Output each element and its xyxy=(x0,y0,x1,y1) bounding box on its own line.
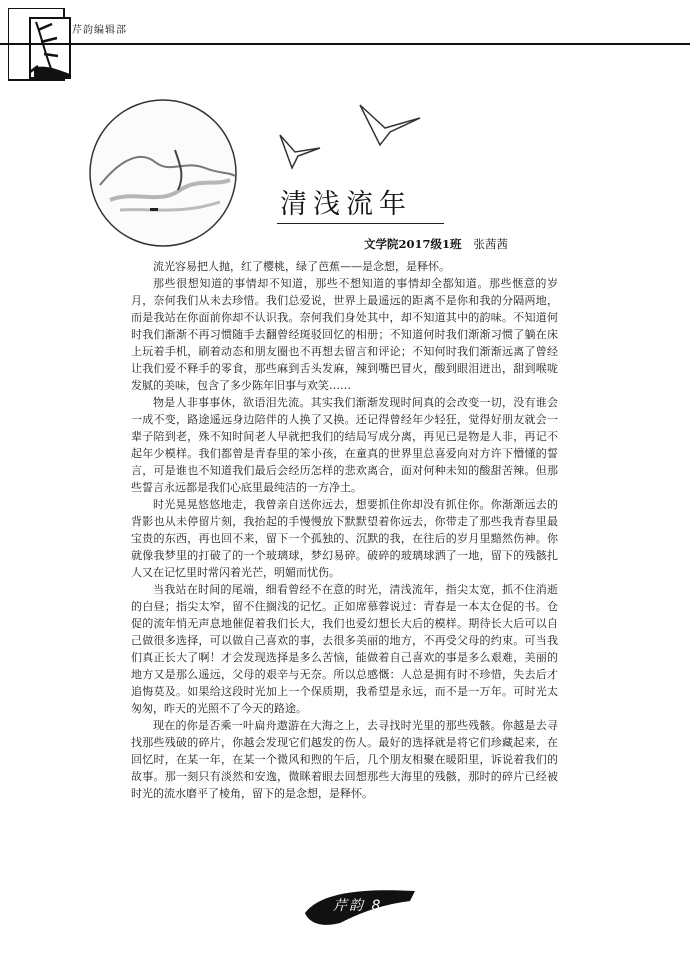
bird-icon xyxy=(280,105,420,168)
ink-landscape-illustration xyxy=(80,90,680,260)
byline-affiliation: 文学院2017级1班 xyxy=(364,237,462,251)
article-title: 清浅流年 xyxy=(280,189,412,220)
article-body xyxy=(131,258,558,802)
byline-author: 张茜茜 xyxy=(473,237,509,251)
magazine-name: 芹韵编辑部 xyxy=(72,25,127,36)
byline xyxy=(364,236,508,252)
title-underline xyxy=(277,223,444,224)
bamboo-logo-icon xyxy=(8,8,78,82)
page-number: 芹韵 8 xyxy=(333,898,383,914)
paragraph: 物是人非事事休，欲语泪先流。其实我们渐渐发现时间真的会改变一切，没有谁会一成不变，路途遥远身边陪伴的人换了又换。还记得曾经年少轻狂，觉得好朋友就会一辈子陪到老，殊不知时间老人早就把我们的结局写成分离，再见已是物是人非，再记不起年少模样。我们都曾是青春里的笨小孩，在童真的世界里总喜爱向对方许下懵懂的誓言，可是谁也不知道我们最后会经历怎样的悲欢离合，面对何种未知的酸甜苦辣。但那些誓言永远都是我们心底里最纯洁的一方净土。 xyxy=(131,396,558,494)
paragraph: 现在的你是否乘一叶扁舟遨游在大海之上，去寻找时光里的那些残骸。你越是去寻找那些残破的碎片，你越会发现它们越发的伤人。最好的选择就是将它们珍藏起来，在回忆时，在某一年，在某一个微风和煦的午后，几个朋友相聚在暖阳里，诉说着我们的故事。那一刻只有淡然和安逸，微眯着眼去回想那些大海里的残骸，那时的碎片已经被时光的流水磨平了棱角，留下的是念想，是释怀。 xyxy=(131,719,558,800)
paragraph: 流光容易把人抛，红了樱桃，绿了芭蕉——是念想，是释怀。 xyxy=(153,260,450,273)
paragraph: 时光晃晃悠悠地走，我曾亲自送你远去，想要抓住你却没有抓住你。你渐渐远去的背影也从未停留片刻，我抬起的手慢慢放下默默望着你远去，你带走了那些我青春里最宝贵的东西，再也回不来，留下一个孤独的、沉默的我，在往后的岁月里黯然伤神。你就像我梦里的打破了的一个玻璃球，梦幻易碎。破碎的玻璃球洒了一地，留下的残骸扎人又在记忆里时常闪着光芒，明媚而忧伤。 xyxy=(131,498,558,579)
header-rule xyxy=(0,43,690,45)
paragraph: 当我站在时间的尾端，细看曾经不在意的时光，清浅流年，指尖太宽，抓不住消逝的白昼；指尖太窄，留不住搁浅的记忆。正如席慕蓉说过：青春是一本太仓促的书。仓促的流年悄无声息地催促着我们长大，我们也爱幻想长大后的模样。期待长大后可以自己做很多选择，可以做自己喜欢的事，去很多美丽的地方，不再受父母的约束。可当我们真正长大了啊！才会发现选择是多么苦恼，能做着自己喜欢的事是多么艰难，美丽的地方又是那么遥远，父母的艰辛与无奈。所以总感慨：人总是拥有时不珍惜，失去后才追悔莫及。如果给这段时光加上一个保质期，我希望是永远，而不是一万年。可时光太匆匆，昨天的光照不了今天的路途。 xyxy=(131,583,558,715)
paragraph: 那些很想知道的事情却不知道，那些不想知道的事情却全都知道。那些惬意的岁月，奈何我们从未去珍惜。我们总爱说，世界上最遥远的距离不是你和我的分隔两地，而是我站在你面前你却不认识我。奈何我们身处其中，却不知道其中的韵味。不知道何时我们渐渐不再习惯随手去翻曾经斑驳回忆的相册；不知道何时我们渐渐习惯了躺在床上玩着手机，刷着动态和朋友圈也不再想去留言和评论；不知何时我们渐渐远离了曾经让我们爱不释手的零食，那些麻到舌头发麻，辣到嘴巴冒火，酸到眼泪迸出，甜到喉咙发腻的美味，包含了多少陈年旧事与欢笑…… xyxy=(131,277,558,392)
